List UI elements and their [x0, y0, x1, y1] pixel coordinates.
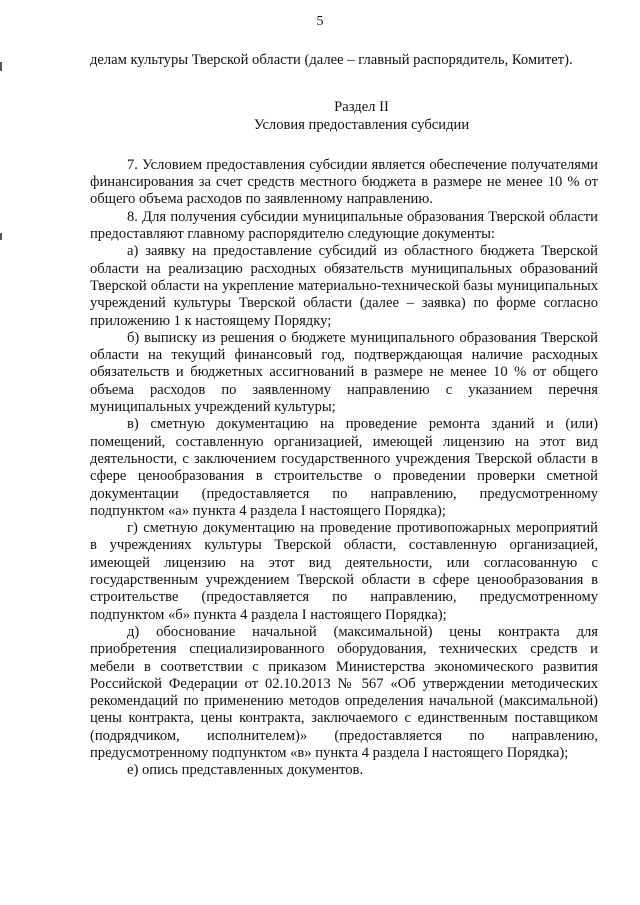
document-body	[90, 52, 598, 780]
clause-7: 7. Условием предоставления субсидии является обеспечение получателями финансирования за счет средств местного бюджета в размере не менее 10 % от общего объема расходов по заявленному направлению.	[90, 156, 598, 208]
clause-8-a: а) заявку на предоставление субсидий из областного бюджета Тверской области на реализацию расходных обязательств муниципальных образований Тверской области на укрепление материально-технической базы муниципальных учреждений культуры Тверской области (далее – заявка) по форме согласно приложению 1 к настоящему Порядку;	[90, 243, 598, 329]
scan-margin-mark	[0, 62, 2, 71]
clause-8-v: в) сметную документацию на проведение ремонта зданий и (или) помещений, составленную организацией, имеющей лицензию на этот вид деятельности, с заключением государственного учреждения Тверской области в сфере ценообразования в строительстве о проведении проверки сметной документации (предоставляется по направлению, предусмотренному подпунктом «а» пункта 4 раздела I настоящего Порядка);	[90, 416, 598, 519]
clause-8-d: д) обоснование начальной (максимальной) цены контракта для приобретения специализированного оборудования, технических средств и мебели в соответствии с приказом Министерства экономического развития Российской Федерации от 02.10.2013 № 567 «Об утверждении методических рекомендаций по применению методов определения начальной (максимальной) цены контракта, цены контракта, заключаемого с единственным поставщиком (подрядчиком, исполнителем)» (предоставляется по направлению, предусмотренному подпунктом «в» пункта 4 раздела I настоящего Порядка);	[90, 623, 598, 761]
clause-8: 8. Для получения субсидии муниципальные образования Тверской области предоставляют главному распорядителю следующие документы:	[90, 208, 598, 243]
section-title: Условия предоставления субсидии	[253, 116, 470, 133]
paragraph-continuation: делам культуры Тверской области (далее – главный распорядитель, Комитет).	[90, 52, 573, 68]
clause-8-e: е) опись представленных документов.	[127, 762, 364, 779]
section-number: Раздел II	[334, 99, 389, 116]
clause-8-b: б) выписку из решения о бюджете муниципального образования Тверской области на текущий финансовый год, подтверждающая наличие расходных обязательств и бюджетных ассигнований в размере не менее 10 % от общего объема расходов по заявленному направлению с указанием перечня муниципальных учреждений культуры;	[90, 329, 598, 416]
page-number: 5	[316, 14, 324, 29]
scan-margin-mark	[0, 233, 2, 240]
clause-8-g: г) сметную документацию на проведение противопожарных мероприятий в учреждениях культуры Тверской области, составленную организацией, имеющей лицензию на этот вид деятельности, или согласованную с государственным учреждением Тверской области в сфере ценообразования в строительстве (предоставляется по направлению, предусмотренному подпунктом «б» пункта 4 раздела I настоящего Порядка);	[90, 520, 598, 623]
